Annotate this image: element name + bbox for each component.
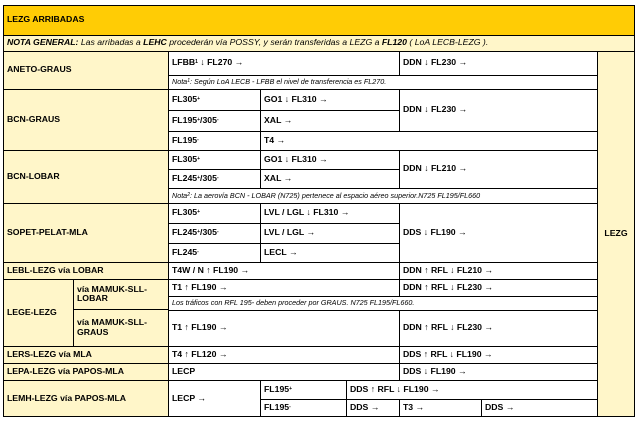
bcn-lobar-note: Nota $^2$ : La aerovía BCN - LOBAR (N725) pertenece al espacio aéreo superior.N725 FL195/FL660: [168, 188, 597, 203]
sopet-name: SOPET-PELAT-MLA: [3, 203, 168, 262]
bcn-lobar-level-1: FL305 +: [168, 150, 260, 169]
lemh-level-1: FL195 +: [260, 380, 346, 399]
sopet-route-2: LVL / LGL →: [260, 223, 399, 243]
line-v-257-a: [260, 89, 261, 150]
line-v-396-d: [399, 203, 400, 296]
aneto-note: Nota $^1$ : Según LoA LECB - LFBB el nivel de transferencia es FL270.: [168, 75, 597, 89]
line-h-304: [73, 309, 168, 310]
table-header: [3, 5, 635, 35]
border-left: [3, 5, 4, 417]
lege-note: Los tráficos con RFL 195- deben proceder por GRAUS. N725 FL195/FL660.: [168, 296, 597, 310]
arrivals-table: [3, 5, 635, 417]
sopet-level-2: FL245 + /305 -: [168, 223, 260, 243]
lebl-ddn: DDN ↑ RFL ↓ FL210 →: [399, 262, 597, 279]
lege-sub2-name: vía MAMUK-SLL-GRAUS: [73, 309, 168, 346]
line-v-257-b: [260, 150, 261, 188]
lemh-dds-2: DDS →: [481, 399, 597, 417]
line-h-164: [168, 169, 399, 170]
line-h-105: [168, 110, 399, 111]
lege-name: LEGE-LEZG: [3, 279, 73, 346]
lebl-name: LEBL-LEZG vía LOBAR: [3, 262, 168, 279]
sopet-route-1: LVL / LGL ↓ FL310 →: [260, 203, 399, 223]
line-h-126: [168, 131, 597, 132]
lemh-name: LEMH-LEZG vía PAPOS-MLA: [3, 380, 168, 417]
bcn-graus-route-1: GO1 ↓ FL310 →: [260, 89, 399, 110]
lemh-route: LECP →: [168, 380, 260, 417]
general-note-fl: FL120: [381, 37, 407, 48]
lepa-dds: DDS ↓ FL190 →: [399, 363, 597, 380]
line-v-396-c: [399, 150, 400, 188]
general-note-text-1: Las arribadas a: [78, 37, 144, 48]
aneto-name: ANETO-GRAUS: [3, 51, 168, 89]
bcn-graus-ddn: DDN ↓ FL230 →: [399, 89, 597, 131]
sopet-level-3: FL245 -: [168, 243, 260, 262]
line-h-305: [168, 310, 597, 311]
general-note-label: NOTA GENERAL:: [7, 37, 79, 48]
line-h-145: [3, 150, 597, 151]
lemh-dds-1: DDS →: [346, 399, 399, 417]
border-bottom: [3, 416, 635, 417]
bcn-lobar-route-1: GO1 ↓ FL310 →: [260, 150, 399, 169]
line-h-70: [168, 75, 597, 76]
line-v-257-c: [260, 203, 261, 262]
lege-sub2-ddn: DDN ↑ RFL ↓ FL230 →: [399, 310, 597, 346]
lege-sub1-route: T1 ↑ FL190 →: [168, 279, 399, 296]
line-h-218: [168, 223, 399, 224]
bcn-lobar-ddn: DDN ↓ FL210 →: [399, 150, 597, 188]
destination-lezg-label: LEZG: [604, 228, 628, 239]
line-h-183: [168, 188, 597, 189]
bcn-graus-level-1: FL305 +: [168, 89, 260, 110]
lers-name: LERS-LEZG vía MLA: [3, 346, 168, 363]
line-h-238: [168, 243, 399, 244]
bcn-lobar-level-2: FL245 + /305 -: [168, 169, 260, 188]
bcn-lobar-route-2: XAL →: [260, 169, 399, 188]
general-note: [3, 35, 635, 51]
aneto-ddn: DDN ↓ FL230 →: [399, 51, 597, 75]
line-h-341: [3, 346, 597, 347]
line-h-358: [3, 363, 597, 364]
bcn-lobar-name: BCN-LOBAR: [3, 150, 168, 203]
line-h-274: [3, 279, 597, 280]
border-right: [634, 5, 635, 417]
line-v-257-d: [260, 380, 261, 417]
line-v-396-a: [399, 51, 400, 75]
sopet-route-3: LECL →: [260, 243, 399, 262]
line-v-70: [73, 279, 74, 346]
general-note-text-3: ( LoA LECB-LEZG ).: [406, 37, 489, 48]
line-v-478: [481, 399, 482, 417]
lers-route: T4 ↑ FL120 →: [168, 346, 399, 363]
line-h-198: [3, 203, 597, 204]
lemh-level-2: FL195 -: [260, 399, 346, 417]
lemh-route-1: DDS ↑ RFL ↓ FL190 →: [346, 380, 597, 399]
line-h-375: [3, 380, 597, 381]
lemh-t3: T3 →: [399, 399, 481, 417]
line-v-396-b: [399, 89, 400, 131]
sopet-level-1: FL305 +: [168, 203, 260, 223]
line-h-394: [260, 399, 597, 400]
lege-sub1-ddn: DDN ↑ RFL ↓ FL230 →: [399, 279, 597, 296]
bcn-graus-route-3: T4 →: [260, 131, 597, 150]
general-note-text-2: procederán vía POSSY, y serán transferidas a LEZG a: [166, 37, 382, 48]
table-title: LEZG ARRIBADAS: [7, 14, 85, 25]
lege-sub1-name: vía MAMUK-SLL-LOBAR: [73, 279, 168, 309]
general-note-lehc: LEHC: [143, 37, 167, 48]
line-v-396-f: [399, 399, 400, 417]
line-v-165: [168, 51, 169, 417]
lers-dds: DDS ↑ RFL ↓ FL190 →: [399, 346, 597, 363]
destination-lezg: [597, 51, 635, 417]
lepa-route: LECP: [168, 363, 399, 380]
lege-sub2-route: T1 ↑ FL190 →: [168, 310, 399, 346]
line-v-343: [346, 380, 347, 417]
lepa-name: LEPA-LEZG vía PAPOS-MLA: [3, 363, 168, 380]
line-v-396-e: [399, 310, 400, 380]
bcn-graus-name: BCN-GRAUS: [3, 89, 168, 150]
aneto-route: LFBB $^1$ ↓ FL270 →: [168, 51, 399, 75]
border-top: [3, 5, 635, 6]
sopet-dds: DDS ↓ FL190 →: [399, 203, 597, 262]
line-h-291: [168, 296, 597, 297]
line-h-46: [3, 51, 635, 52]
line-v-594: [597, 51, 598, 417]
bcn-graus-level-2: FL195 + /305 -: [168, 110, 260, 131]
lebl-route: T4W / N ↑ FL190 →: [168, 262, 399, 279]
line-h-257: [3, 262, 597, 263]
bcn-graus-level-3: FL195 -: [168, 131, 260, 150]
line-h-84: [3, 89, 597, 90]
bcn-graus-route-2: XAL →: [260, 110, 399, 131]
line-h-30: [3, 35, 635, 36]
